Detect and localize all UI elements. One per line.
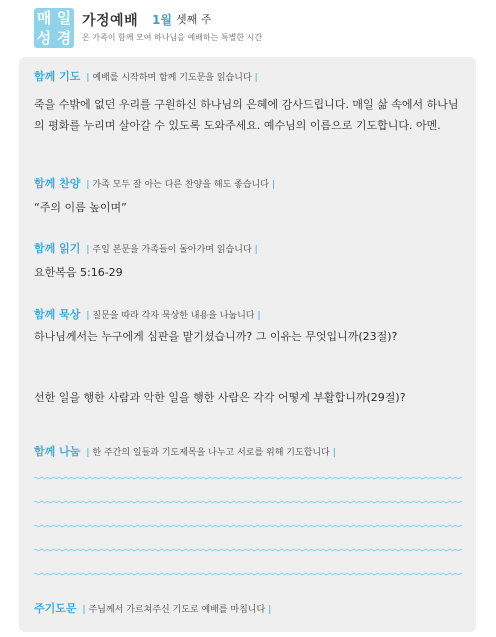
section-header: 함께 나눔 | 한 주간의 일들과 기도제목을 나누고 서로를 위해 기도합니다 | xyxy=(34,445,336,458)
page-title: 가정예배 xyxy=(82,13,139,29)
writing-line xyxy=(34,525,462,527)
meditation-question-1: 하나님께서는 누구에게 심판을 맡기셨습니까? 그 이유는 무엇입니까(23절)? xyxy=(34,330,398,343)
writing-line xyxy=(34,549,462,551)
section-desc: 예배를 시작하며 함께 기도문을 읽습니다 xyxy=(92,73,252,83)
section-desc: 가족 모두 잘 아는 다른 찬양을 해도 좋습니다 xyxy=(92,180,269,190)
section-label: 함께 나눔 xyxy=(34,445,81,458)
writing-lines xyxy=(34,470,462,580)
section-sharing xyxy=(34,443,464,459)
logo-char: 일 xyxy=(56,9,72,27)
section-header: 함께 읽기 | 주일 본문을 가족들이 돌아가며 읽습니다 | xyxy=(34,242,258,255)
logo xyxy=(34,8,74,48)
section-label: 주기도문 xyxy=(34,602,77,615)
week-label: 셋째 주 xyxy=(176,13,212,26)
section-desc: 주일 본문을 가족들이 돌아가며 읽습니다 xyxy=(92,245,252,255)
section-header: 함께 찬양 | 가족 모두 잘 아는 다른 찬양을 해도 좋습니다 | xyxy=(34,177,275,190)
meditation-question-2: 선한 일을 행한 사람과 악한 일을 행한 사람은 각각 어떻게 부활합니까(29절)? xyxy=(34,391,406,404)
logo-char: 성 xyxy=(36,29,52,47)
section-meditation xyxy=(34,306,464,408)
section-desc: 주님께서 가르쳐주신 기도로 예배를 마칩니다 xyxy=(88,605,266,615)
section-prayer xyxy=(34,68,464,136)
section-lords-prayer xyxy=(34,600,464,616)
month-label: 1월 xyxy=(152,13,172,27)
section-desc: 한 주간의 일들과 기도제목을 나누고 서로를 위해 기도합니다 xyxy=(92,448,330,458)
page-header xyxy=(0,0,496,52)
writing-line xyxy=(34,501,462,503)
section-label: 함께 기도 xyxy=(34,70,81,83)
section-reading xyxy=(34,240,464,283)
praise-text: “주의 이름 높이며” xyxy=(34,201,127,214)
page-subtitle: 온 가족이 함께 모여 하나님을 예배하는 특별한 시간 xyxy=(82,33,263,42)
logo-char: 매 xyxy=(36,9,52,27)
section-praise xyxy=(34,175,464,218)
writing-line xyxy=(34,573,462,575)
section-header: 함께 묵상 | 질문을 따라 각자 묵상한 내용을 나눕니다 | xyxy=(34,308,261,321)
section-label: 함께 읽기 xyxy=(34,242,81,255)
section-header: 주기도문 | 주님께서 가르쳐주신 기도로 예배를 마칩니다 | xyxy=(34,602,272,615)
section-label: 함께 묵상 xyxy=(34,308,81,321)
logo-char: 경 xyxy=(56,29,72,47)
section-label: 함께 찬양 xyxy=(34,177,81,190)
reading-text: 요한복음 5:16-29 xyxy=(34,266,123,279)
writing-line xyxy=(34,477,462,479)
section-desc: 질문을 따라 각자 묵상한 내용을 나눕니다 xyxy=(92,311,255,321)
prayer-text: 죽을 수밖에 없던 우리를 구원하신 하나님의 은혜에 감사드립니다. 매일 삶 속에서 하나님의 평화를 누리며 살아갈 수 있도록 도와주세요. 예수님의 이름으로 기도합니다. 아멘. xyxy=(34,98,459,132)
section-header: 함께 기도 | 예배를 시작하며 함께 기도문을 읽습니다 | xyxy=(34,70,258,83)
